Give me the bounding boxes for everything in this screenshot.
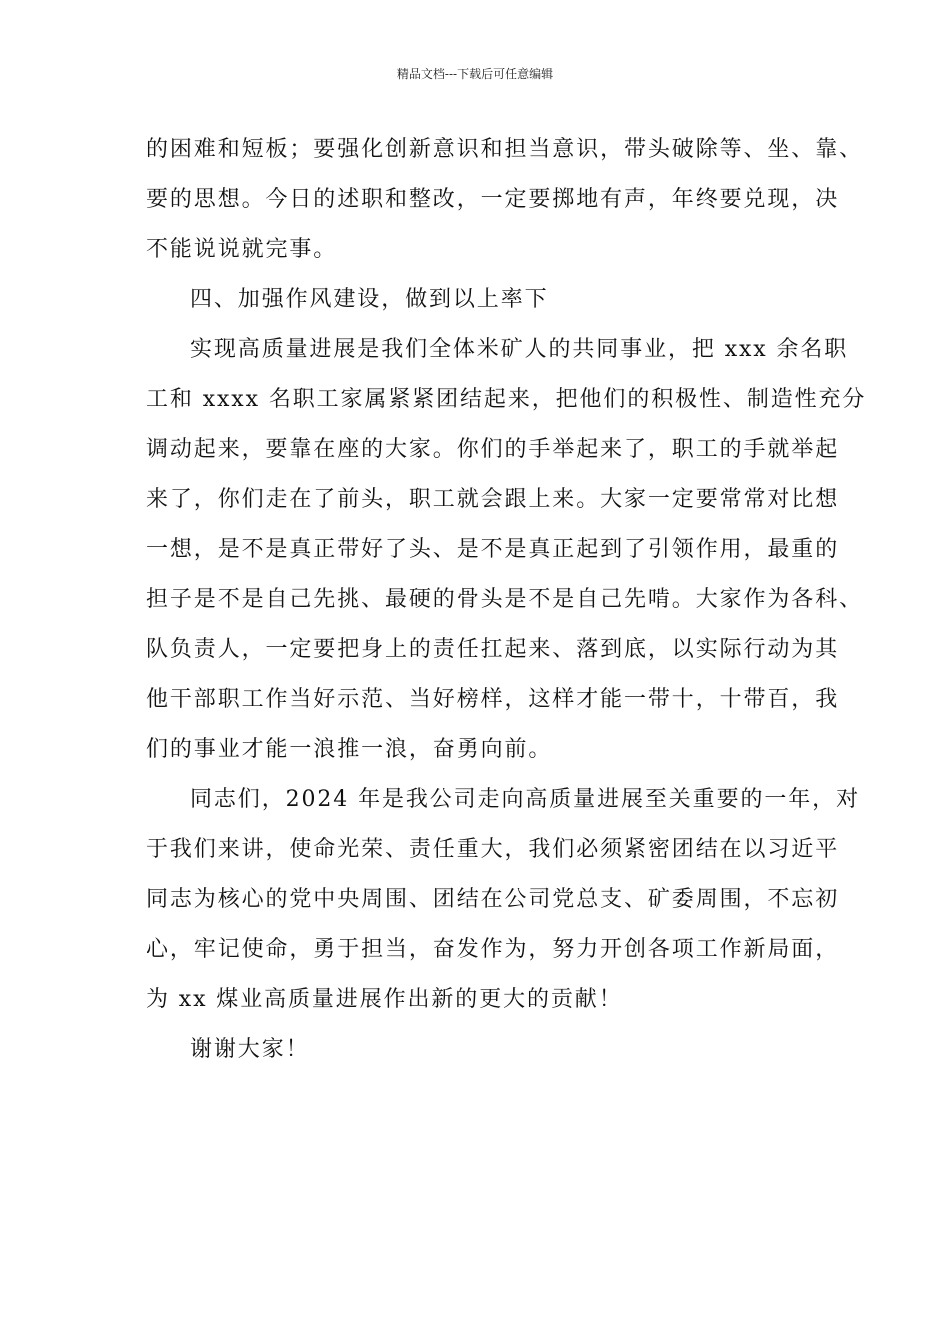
body-line: 担子是不是自己先挑、最硬的骨头是不是自己先啃。大家作为各科、 bbox=[146, 587, 864, 612]
body-line: 队负责人，一定要把身上的责任扛起来、落到底，以实际行动为其 bbox=[146, 637, 840, 662]
body-line: 调动起来，要靠在座的大家。你们的手举起来了，职工的手就举起 bbox=[146, 437, 840, 462]
body-line: 要的思想。今日的述职和整改，一定要掷地有声，年终要兑现，决 bbox=[146, 187, 840, 212]
body-line: 工和 xxxx 名职工家属紧紧团结起来，把他们的积极性、制造性充分 bbox=[146, 387, 867, 412]
page-header: 精品文档---下载后可任意编辑 bbox=[396, 67, 554, 81]
section-heading: 四、加强作风建设，做到以上率下 bbox=[190, 287, 549, 312]
body-line: 的困难和短板；要强化创新意识和担当意识，带头破除等、坐、靠、 bbox=[146, 137, 864, 162]
body-line: 实现高质量进展是我们全体米矿人的共同事业，把 xxx 余名职 bbox=[190, 337, 849, 362]
body-line: 同志们，2024 年是我公司走向高质量进展至关重要的一年，对 bbox=[190, 787, 860, 812]
body-line: 一想，是不是真正带好了头、是不是真正起到了引领作用，最重的 bbox=[146, 537, 840, 562]
document-body bbox=[146, 125, 867, 1075]
body-line: 不能说说就完事。 bbox=[146, 237, 338, 262]
body-line: 为 xx 煤业高质量进展作出新的更大的贡献！ bbox=[146, 987, 623, 1012]
body-line: 来了，你们走在了前头，职工就会跟上来。大家一定要常常对比想 bbox=[146, 487, 840, 512]
body-line: 他干部职工作当好示范、当好榜样，这样才能一带十，十带百，我 bbox=[146, 687, 840, 712]
body-line: 于我们来讲，使命光荣、责任重大，我们必须紧密团结在以习近平 bbox=[146, 837, 840, 862]
body-line: 们的事业才能一浪推一浪，奋勇向前。 bbox=[146, 737, 553, 762]
body-line: 同志为核心的党中央周围、团结在公司党总支、矿委周围，不忘初 bbox=[146, 887, 840, 912]
closing-line: 谢谢大家！ bbox=[190, 1037, 310, 1062]
body-line: 心，牢记使命，勇于担当，奋发作为，努力开创各项工作新局面， bbox=[146, 937, 840, 962]
